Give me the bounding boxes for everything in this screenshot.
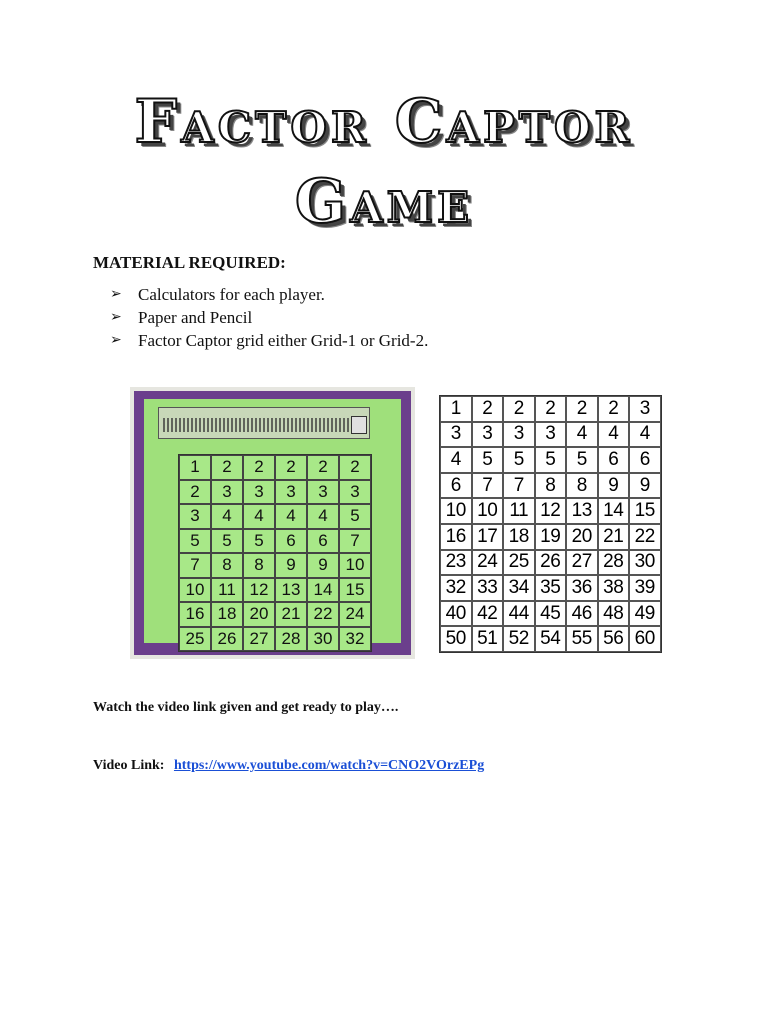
- grid-cell: 17: [472, 524, 504, 550]
- grid-cell: 38: [598, 575, 630, 601]
- grid-cell: 24: [472, 550, 504, 576]
- grid-cell: 3: [629, 396, 661, 422]
- list-item: [110, 283, 428, 306]
- grid-cell: 34: [503, 575, 535, 601]
- grid-cell: 4: [629, 422, 661, 448]
- grid-cell: 5: [472, 447, 504, 473]
- materials-heading: MATERIAL REQUIRED:: [93, 253, 286, 272]
- grid-cell: 19: [535, 524, 567, 550]
- grid-cell: 5: [503, 447, 535, 473]
- grid-cell: 5: [179, 529, 211, 554]
- list-item: [110, 306, 428, 329]
- list-item: [110, 329, 428, 352]
- grid-cell: 7: [339, 529, 371, 554]
- grid-cell: 14: [598, 498, 630, 524]
- grid-cell: 6: [629, 447, 661, 473]
- materials-list: [110, 283, 428, 352]
- grid-cell: 33: [472, 575, 504, 601]
- page-title-line-1: Factor Captor: [134, 87, 634, 157]
- grid-cell: 32: [440, 575, 472, 601]
- grid-cell: 4: [275, 504, 307, 529]
- page-title-line-2: Game: [294, 167, 474, 237]
- list-item-text: Calculators for each player.: [138, 285, 325, 304]
- grid-cell: 35: [535, 575, 567, 601]
- grid-cell: 13: [566, 498, 598, 524]
- grid-cell: 42: [472, 601, 504, 627]
- grid-cell: 30: [629, 550, 661, 576]
- grid-cell: 3: [211, 480, 243, 505]
- grid-cell: 3: [472, 422, 504, 448]
- grid-cell: 2: [598, 396, 630, 422]
- grid-1-photo: [130, 387, 415, 659]
- grid-cell: 18: [211, 602, 243, 627]
- grid-cell: 12: [535, 498, 567, 524]
- grid-cell: 3: [275, 480, 307, 505]
- grid-cell: 54: [535, 626, 567, 652]
- grid-cell: 9: [629, 473, 661, 499]
- grid-cell: 48: [598, 601, 630, 627]
- grid-cell: 3: [339, 480, 371, 505]
- grid-cell: 15: [629, 498, 661, 524]
- factor-captor-banner: [163, 418, 351, 432]
- grid-cell: 40: [440, 601, 472, 627]
- grid-cell: 6: [275, 529, 307, 554]
- grid-cell: 9: [598, 473, 630, 499]
- grid-cell: 51: [472, 626, 504, 652]
- grid-cell: 3: [307, 480, 339, 505]
- grid-cell: 21: [275, 602, 307, 627]
- grid-cell: 2: [472, 396, 504, 422]
- grid-cell: 2: [566, 396, 598, 422]
- grid-cell: 11: [211, 578, 243, 603]
- grid-cell: 2: [503, 396, 535, 422]
- grid-cell: 28: [598, 550, 630, 576]
- grid-cell: 5: [339, 504, 371, 529]
- arrow-bullet-icon: ➢: [110, 333, 122, 348]
- grid-cell: 26: [535, 550, 567, 576]
- grid-cell: 56: [598, 626, 630, 652]
- grid-cell: 36: [566, 575, 598, 601]
- grid-cell: 28: [275, 627, 307, 652]
- purple-board: [134, 391, 411, 655]
- grid-cell: 6: [598, 447, 630, 473]
- grid-cell: 20: [566, 524, 598, 550]
- grid-cell: 2: [535, 396, 567, 422]
- grid-cell: 13: [275, 578, 307, 603]
- grid-cell: 9: [307, 553, 339, 578]
- grid-cell: 55: [566, 626, 598, 652]
- grid-cell: 18: [503, 524, 535, 550]
- grid-cell: 1: [179, 455, 211, 480]
- grid-cell: 14: [307, 578, 339, 603]
- grid-cell: 7: [472, 473, 504, 499]
- grid-cell: 27: [566, 550, 598, 576]
- grid-cell: 9: [275, 553, 307, 578]
- pencil-icon: [351, 416, 367, 434]
- grid-cell: 3: [535, 422, 567, 448]
- grid-cell: 15: [339, 578, 371, 603]
- grid-cell: 22: [629, 524, 661, 550]
- grid-cell: 16: [179, 602, 211, 627]
- grid-2: [439, 395, 662, 653]
- list-item-text: Paper and Pencil: [138, 308, 253, 327]
- grid-cell: 8: [566, 473, 598, 499]
- grid-cell: 52: [503, 626, 535, 652]
- grid-cell: 26: [211, 627, 243, 652]
- grid-cell: 8: [211, 553, 243, 578]
- grid-cell: 11: [503, 498, 535, 524]
- grid-cell: 4: [307, 504, 339, 529]
- grid-cell: 2: [307, 455, 339, 480]
- grid-cell: 3: [503, 422, 535, 448]
- grid-cell: 32: [339, 627, 371, 652]
- grid-cell: 27: [243, 627, 275, 652]
- grid-cell: 8: [243, 553, 275, 578]
- grid-cell: 22: [307, 602, 339, 627]
- grid-cell: 3: [440, 422, 472, 448]
- grid-cell: 6: [440, 473, 472, 499]
- grid-cell: 49: [629, 601, 661, 627]
- grid-cell: 10: [339, 553, 371, 578]
- grid-cell: 5: [535, 447, 567, 473]
- name-date-strip: [158, 407, 370, 439]
- grid-cell: 4: [566, 422, 598, 448]
- grid-cell: 45: [535, 601, 567, 627]
- grid-cell: 30: [307, 627, 339, 652]
- grid-cell: 16: [440, 524, 472, 550]
- grid-cell: 25: [179, 627, 211, 652]
- grid-cell: 12: [243, 578, 275, 603]
- grid-cell: 10: [179, 578, 211, 603]
- grid-cell: 10: [440, 498, 472, 524]
- grid-cell: 7: [503, 473, 535, 499]
- grid-cell: 50: [440, 626, 472, 652]
- grid-1: [178, 454, 372, 652]
- arrow-bullet-icon: ➢: [110, 310, 122, 325]
- grid-cell: 6: [307, 529, 339, 554]
- instructions-text: Watch the video link given and get ready to play….: [93, 700, 399, 715]
- arrow-bullet-icon: ➢: [110, 287, 122, 302]
- grid-cell: 5: [566, 447, 598, 473]
- video-link[interactable]: https://www.youtube.com/watch?v=CNO2VOrzEPg: [173, 758, 485, 773]
- grid-cell: 5: [211, 529, 243, 554]
- grid-cell: 23: [440, 550, 472, 576]
- grid-cell: 2: [275, 455, 307, 480]
- video-link-line: [93, 758, 484, 774]
- grid-cell: 4: [598, 422, 630, 448]
- grid-cell: 3: [243, 480, 275, 505]
- grid-cell: 2: [179, 480, 211, 505]
- grid-cell: 25: [503, 550, 535, 576]
- grid-cell: 5: [243, 529, 275, 554]
- video-link-label: Video Link:: [93, 758, 165, 773]
- grid-cell: 2: [243, 455, 275, 480]
- grid-cell: 24: [339, 602, 371, 627]
- grid-cell: 20: [243, 602, 275, 627]
- grid-cell: 10: [472, 498, 504, 524]
- grid-cell: 21: [598, 524, 630, 550]
- green-sheet: [144, 399, 401, 648]
- grid-cell: 44: [503, 601, 535, 627]
- list-item-text: Factor Captor grid either Grid-1 or Grid-2.: [138, 331, 429, 350]
- grid-cell: 46: [566, 601, 598, 627]
- grid-cell: 8: [535, 473, 567, 499]
- grid-cell: 7: [179, 553, 211, 578]
- grid-cell: 2: [339, 455, 371, 480]
- grid-cell: 3: [179, 504, 211, 529]
- grid-cell: 4: [440, 447, 472, 473]
- grid-cell: 1: [440, 396, 472, 422]
- grid-cell: 2: [211, 455, 243, 480]
- grid-cell: 4: [211, 504, 243, 529]
- grid-cell: 39: [629, 575, 661, 601]
- grid-cell: 4: [243, 504, 275, 529]
- grid-cell: 60: [629, 626, 661, 652]
